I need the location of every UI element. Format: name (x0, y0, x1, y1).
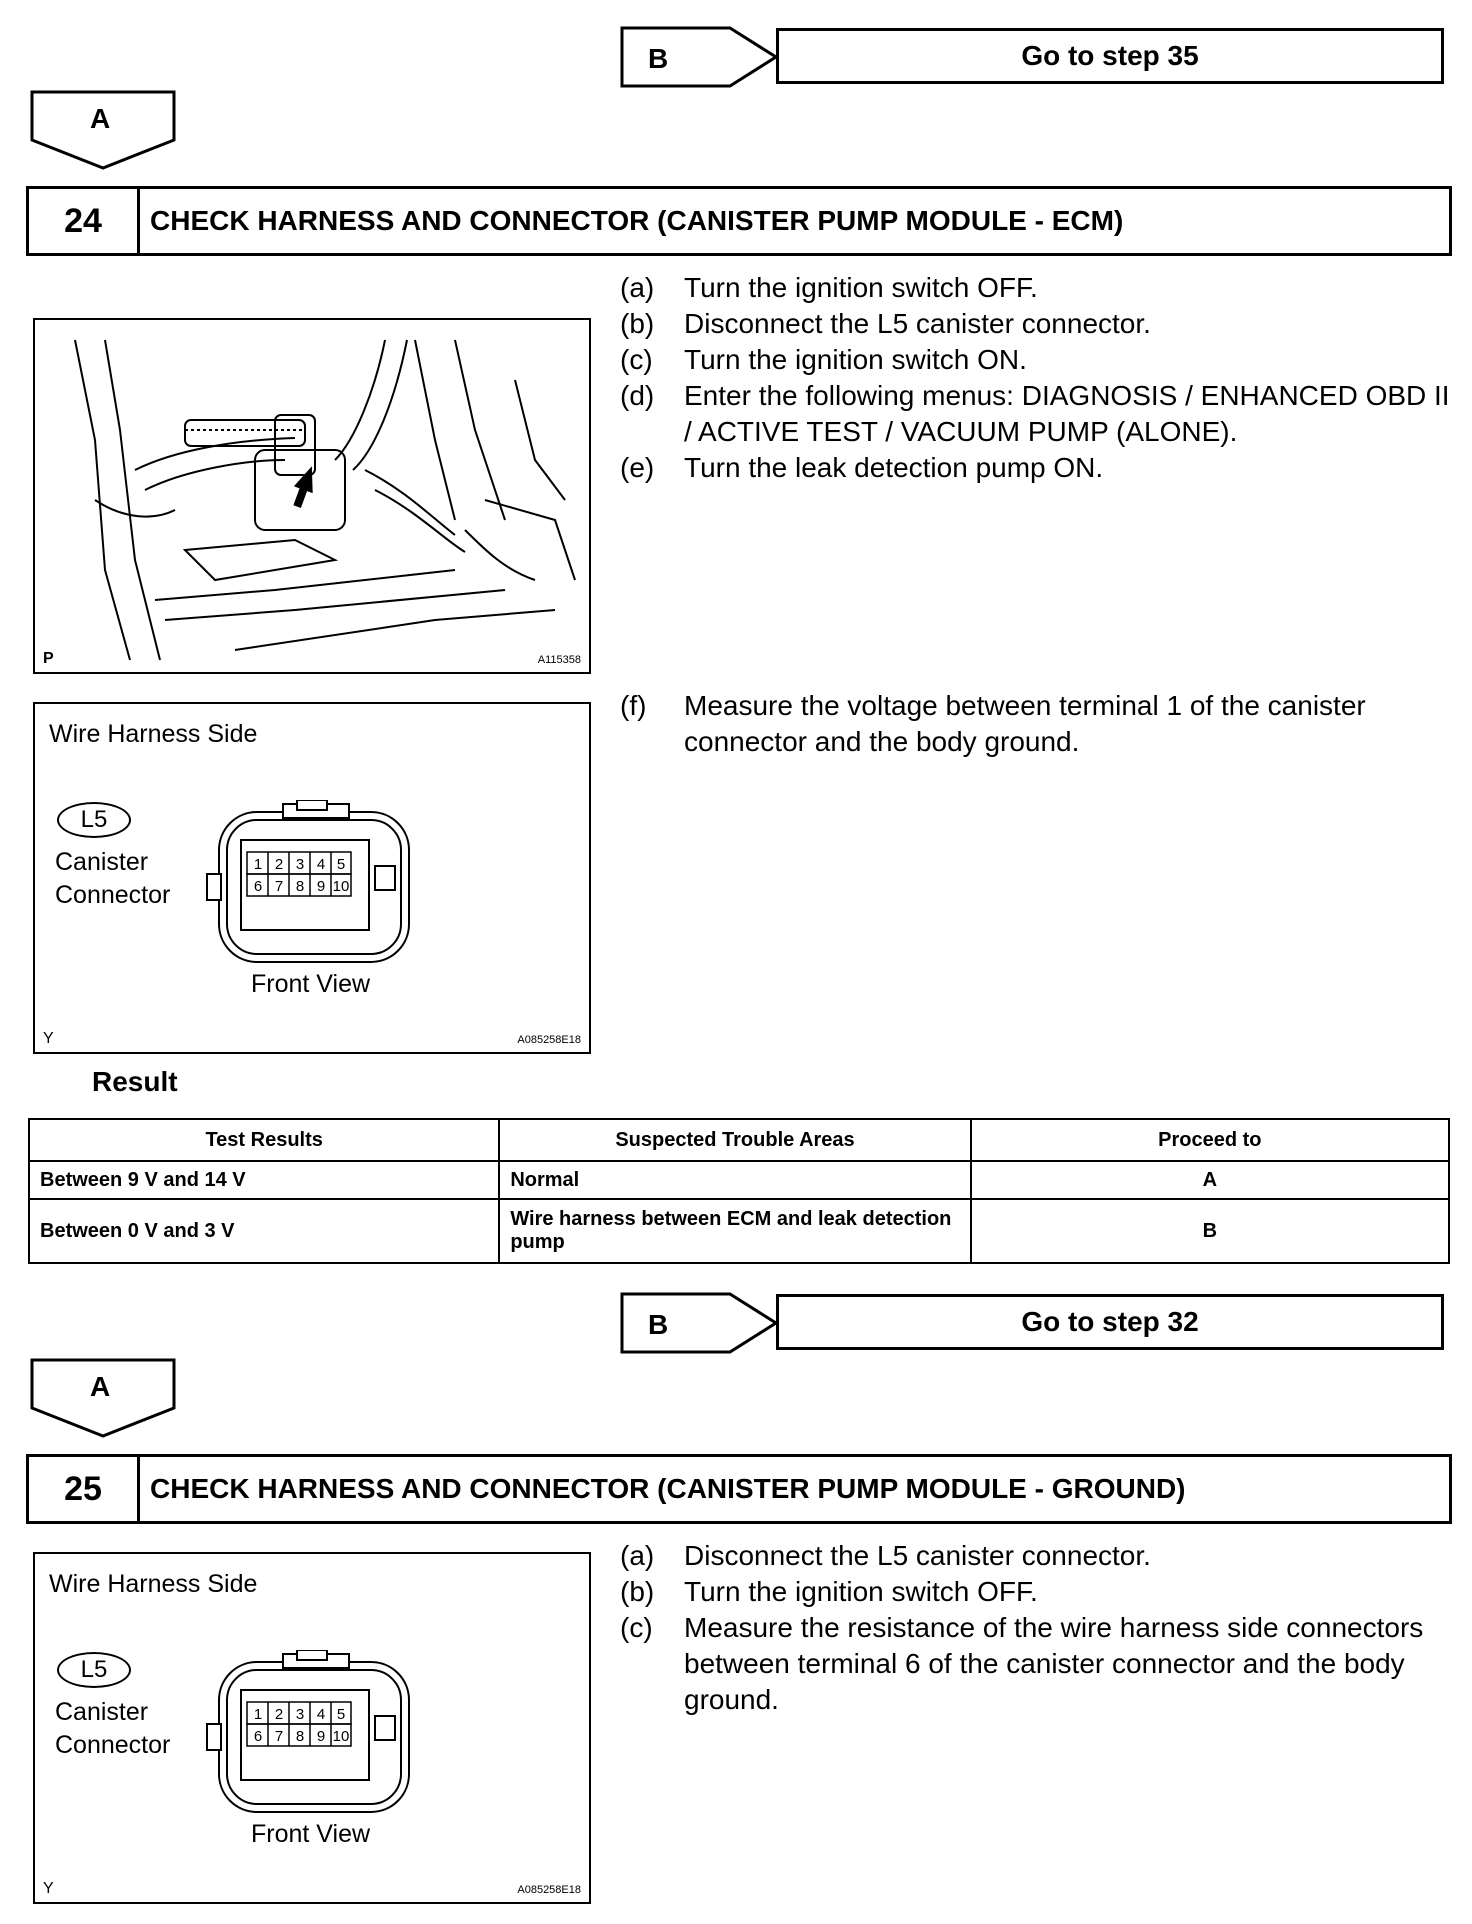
step-25-instructions (620, 1538, 1460, 1718)
pin-3: 3 (295, 1706, 305, 1723)
pin-10: 10 (332, 1728, 350, 1745)
instruction-text: Disconnect the L5 canister connector. (684, 1540, 1151, 1571)
instruction-item (620, 450, 1460, 486)
instruction-item (620, 1574, 1460, 1610)
pin-7: 7 (274, 878, 284, 895)
go-to-step-button[interactable]: Go to step 32 (776, 1294, 1444, 1350)
instruction-text: Disconnect the L5 canister connector. (684, 308, 1151, 339)
pin-9: 9 (316, 878, 326, 895)
pin-4: 4 (316, 1706, 326, 1723)
figure-code: A085258E18 (517, 1034, 581, 1046)
table-cell: Between 0 V and 3 V (29, 1199, 499, 1263)
figure-code: A115358 (537, 654, 581, 666)
pin-7: 7 (274, 1728, 284, 1745)
wire-harness-title: Wire Harness Side (49, 720, 258, 748)
pin-10: 10 (332, 878, 350, 895)
pin-5: 5 (336, 1706, 346, 1723)
table-header-cell: Proceed to (971, 1119, 1449, 1161)
b-branch-flag (620, 1292, 780, 1354)
table-header-row (29, 1119, 1449, 1161)
result-label: Result (92, 1066, 178, 1097)
table-cell: B (971, 1199, 1449, 1263)
step-title: CHECK HARNESS AND CONNECTOR (CANISTER PUMP MODULE - GROUND) (150, 1473, 1186, 1504)
b-branch-flag-label: B (648, 1309, 669, 1340)
instruction-key: (b) (620, 1576, 655, 1607)
instruction-key: (a) (620, 1540, 655, 1571)
instruction-text: Turn the ignition switch ON. (684, 344, 1027, 375)
instruction-item (620, 1610, 1460, 1718)
step-title: CHECK HARNESS AND CONNECTOR (CANISTER PUMP MODULE - ECM) (150, 205, 1124, 236)
figure-letter: Y (43, 1030, 54, 1047)
connector-label (55, 846, 170, 912)
pin-9: 9 (316, 1728, 326, 1745)
canister-photo-illustration (35, 320, 589, 672)
instruction-key: (e) (620, 452, 655, 483)
pin-8: 8 (295, 1728, 305, 1745)
instruction-key: (c) (620, 344, 653, 375)
table-cell: Normal (499, 1161, 970, 1199)
a-branch-flag (30, 1358, 176, 1438)
table-header-cell: Test Results (29, 1119, 499, 1161)
connector-figure (33, 702, 591, 1054)
instruction-text: Measure the resistance of the wire harness side connectors between terminal 6 of the canister connector and the body ground. (684, 1612, 1424, 1715)
connector-label (55, 1696, 170, 1762)
go-to-step-button[interactable]: Go to step 35 (776, 28, 1444, 84)
b-branch-flag-label: B (648, 43, 669, 74)
pin-5: 5 (336, 856, 346, 873)
instruction-item (620, 1538, 1460, 1574)
pin-6: 6 (253, 878, 263, 895)
instruction-text: Turn the leak detection pump ON. (684, 452, 1104, 483)
pin-2: 2 (274, 1706, 284, 1723)
figure-code: A085258E18 (517, 1884, 581, 1896)
connector-badge: L5 (57, 1652, 131, 1688)
instruction-item (620, 378, 1460, 450)
canister-connector-diagram (203, 1650, 419, 1820)
step-24-instruction-f (620, 688, 1460, 760)
table-cell: A (971, 1161, 1449, 1199)
connector-label-line1: Canister (55, 1698, 149, 1726)
step-24-header (26, 186, 1452, 256)
instruction-text: Enter the following menus: DIAGNOSIS / ENHANCED OBD II / ACTIVE TEST / VACUUM PUMP (ALONE). (684, 380, 1450, 447)
a-branch-flag-label: A (90, 103, 111, 134)
instruction-item (620, 688, 1460, 760)
instruction-key: (a) (620, 272, 655, 303)
step-number: 25 (29, 1457, 140, 1521)
instruction-key: (c) (620, 1612, 653, 1643)
table-header-cell: Suspected Trouble Areas (499, 1119, 970, 1161)
b-branch-flag (620, 26, 780, 88)
a-branch-flag-label: A (90, 1371, 111, 1402)
table-row (29, 1161, 1449, 1199)
instruction-text: Turn the ignition switch OFF. (684, 272, 1038, 303)
table-cell: Wire harness between ECM and leak detection pump (499, 1199, 970, 1263)
instruction-item (620, 306, 1460, 342)
pin-6: 6 (253, 1728, 263, 1745)
figure-letter: Y (43, 1880, 54, 1897)
a-branch-flag (30, 90, 176, 170)
front-view-label: Front View (251, 970, 371, 998)
pin-1: 1 (253, 1706, 263, 1723)
instruction-text: Turn the ignition switch OFF. (684, 1576, 1038, 1607)
instruction-item (620, 342, 1460, 378)
step-25-header (26, 1454, 1452, 1524)
pin-3: 3 (295, 856, 305, 873)
instruction-item (620, 270, 1460, 306)
connector-label-line2: Connector (55, 1731, 171, 1759)
figure-letter: P (43, 650, 54, 667)
instruction-key: (b) (620, 308, 655, 339)
instruction-key: (f) (620, 690, 647, 721)
instruction-text: Measure the voltage between terminal 1 of the canister connector and the body ground. (684, 690, 1366, 757)
canister-connector-diagram (203, 800, 419, 970)
results-table (28, 1118, 1450, 1264)
pin-4: 4 (316, 856, 326, 873)
connector-badge: L5 (57, 802, 131, 838)
wire-harness-title: Wire Harness Side (49, 1570, 258, 1598)
instruction-key: (d) (620, 380, 655, 411)
front-view-label: Front View (251, 1820, 371, 1848)
pin-1: 1 (253, 856, 263, 873)
step-24-instructions (620, 270, 1460, 486)
table-row (29, 1199, 1449, 1263)
pin-2: 2 (274, 856, 284, 873)
connector-figure (33, 1552, 591, 1904)
canister-photo-figure (33, 318, 591, 674)
connector-label-line1: Canister (55, 848, 149, 876)
table-cell: Between 9 V and 14 V (29, 1161, 499, 1199)
connector-label-line2: Connector (55, 881, 171, 909)
step-number: 24 (29, 189, 140, 253)
pin-8: 8 (295, 878, 305, 895)
